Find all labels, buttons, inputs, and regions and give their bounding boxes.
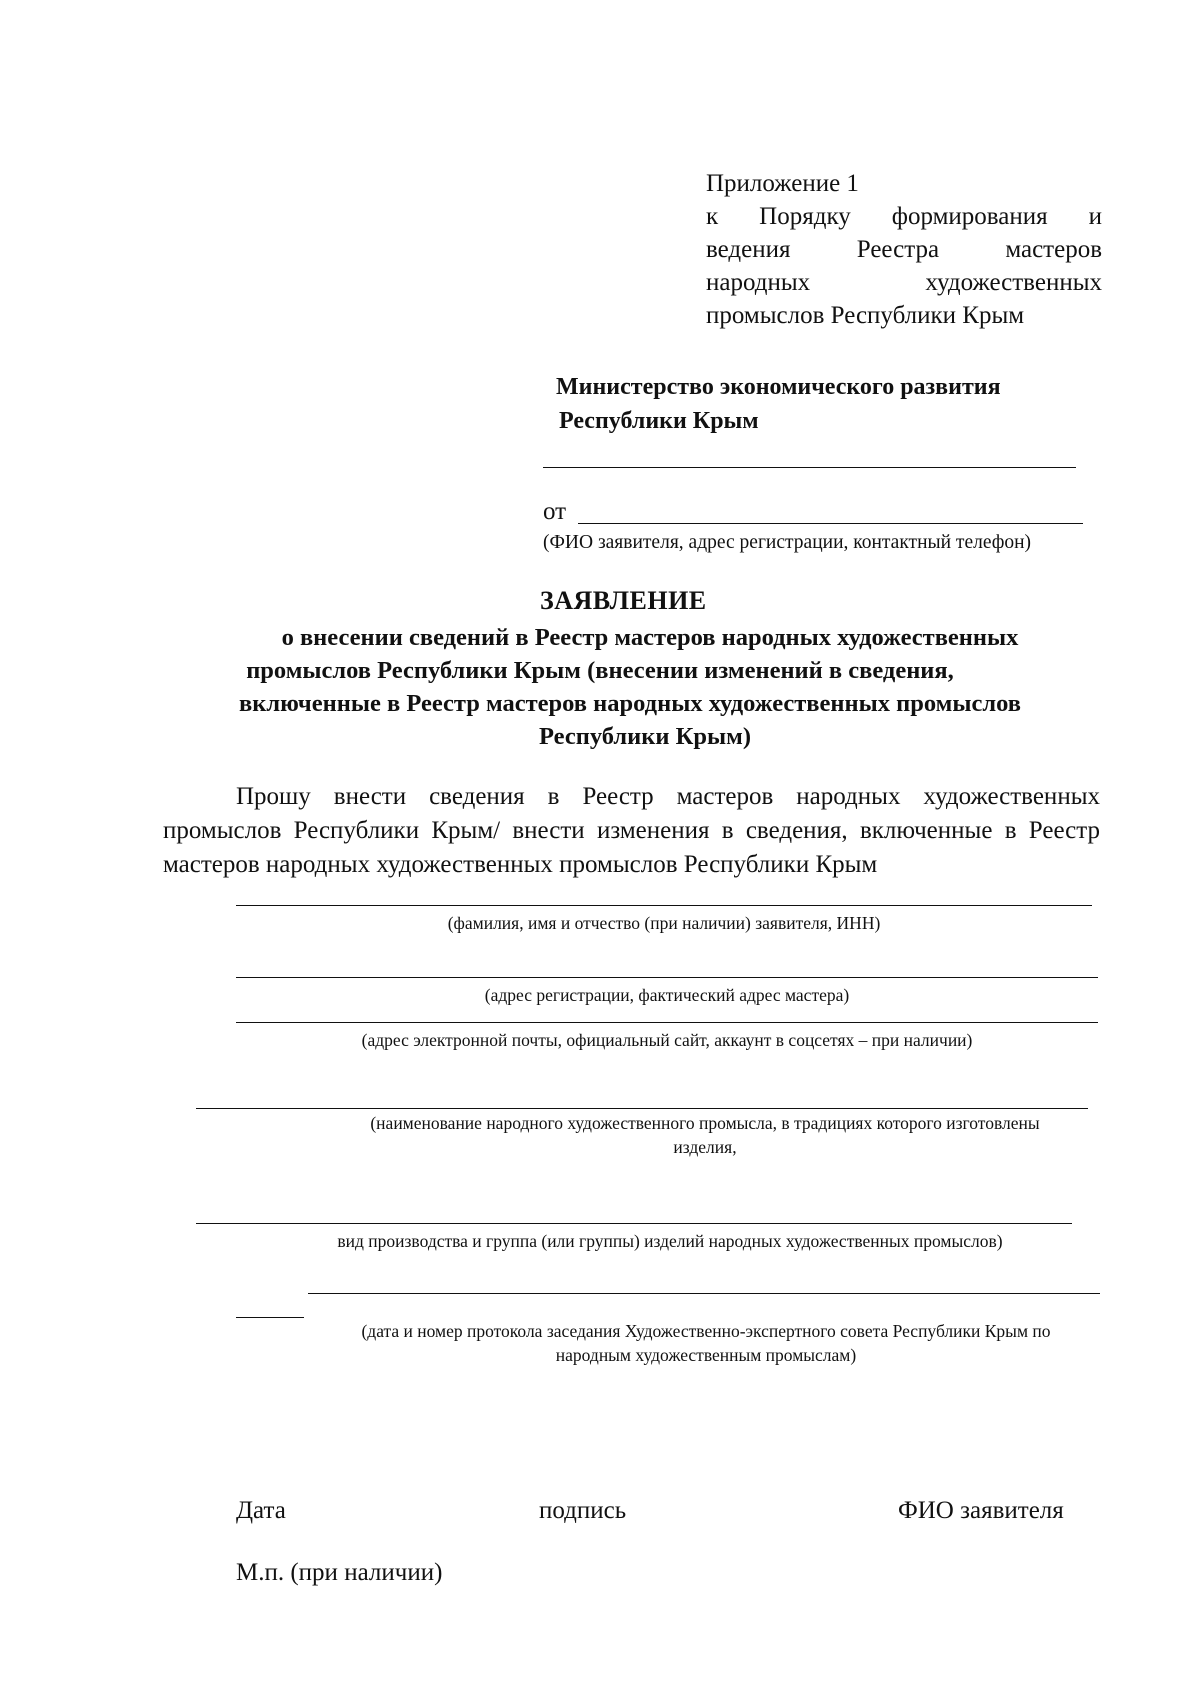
appendix-line-2: ведения Реестра мастеров xyxy=(706,236,1102,263)
address-blank-line[interactable] xyxy=(236,977,1098,978)
addressee-line-2: Республики Крым xyxy=(559,408,759,434)
statement-subject xyxy=(160,621,1100,753)
statement-heading: ЗАЯВЛЕНИЕ xyxy=(540,586,707,615)
protocol-caption-1: (дата и номер протокола заседания Художественно-экспертного совета Республики Крым по xyxy=(361,1321,1051,1341)
appendix-line-4: промыслов Республики Крым xyxy=(706,302,1025,329)
contacts-caption: (адрес электронной почты, официальный сайт, аккаунт в соцсетях – при наличии) xyxy=(361,1030,973,1050)
from-blank-line[interactable] xyxy=(578,523,1083,524)
craft-caption-1: (наименование народного художественного промысла, в традициях которого изготовлены xyxy=(370,1113,1040,1133)
seal-label: М.п. (при наличии) xyxy=(236,1559,443,1586)
appendix-line-3: народных художественных xyxy=(706,269,1102,296)
date-label: Дата xyxy=(236,1497,286,1524)
appendix-title: Приложение 1 xyxy=(706,170,859,197)
protocol-short-line xyxy=(236,1317,304,1318)
protocol-blank-line[interactable] xyxy=(308,1293,1100,1294)
statement-subject-line-2: промыслов Республики Крым (внесении изменений в сведения, xyxy=(246,657,954,684)
appendix-line-1: к Порядку формирования и xyxy=(706,203,1102,230)
production-blank-line[interactable] xyxy=(196,1223,1072,1224)
craft-caption-2: изделия, xyxy=(673,1137,737,1157)
craft-blank-line[interactable] xyxy=(196,1108,1088,1109)
protocol-caption-2: народным художественным промыслам) xyxy=(555,1345,857,1365)
appendix-block xyxy=(706,167,1102,332)
statement-subject-line-3: включенные в Реестр мастеров народных художественных промыслов xyxy=(239,690,1021,717)
request-paragraph: Прошу внести сведения в Реестр мастеров народных художественных промыслов Республики Крым/ внести изменения в сведения, включенные в Реестр мастеров народных художественных промыслов Республики Крым xyxy=(163,783,1100,878)
statement-subject-line-4: Республики Крым) xyxy=(539,723,751,750)
signature-label: подпись xyxy=(539,1497,627,1524)
addressee-block xyxy=(556,370,1001,438)
from-label: от xyxy=(543,498,567,525)
statement-subject-line-1: о внесении сведений в Реестр мастеров народных художественных xyxy=(281,624,1019,651)
applicant-name-label: ФИО заявителя xyxy=(898,1497,1064,1524)
addressee-line-1: Министерство экономического развития xyxy=(556,374,1001,400)
contacts-blank-line[interactable] xyxy=(236,1022,1098,1023)
addressee-blank-line[interactable] xyxy=(543,467,1076,468)
from-caption: (ФИО заявителя, адрес регистрации, контактный телефон) xyxy=(543,532,1032,553)
production-caption: вид производства и группа (или группы) изделий народных художественных промыслов) xyxy=(337,1231,1003,1251)
address-caption: (адрес регистрации, фактический адрес мастера) xyxy=(484,985,850,1005)
name-blank-line[interactable] xyxy=(236,905,1092,906)
name-caption: (фамилия, имя и отчество (при наличии) заявителя, ИНН) xyxy=(447,913,881,933)
